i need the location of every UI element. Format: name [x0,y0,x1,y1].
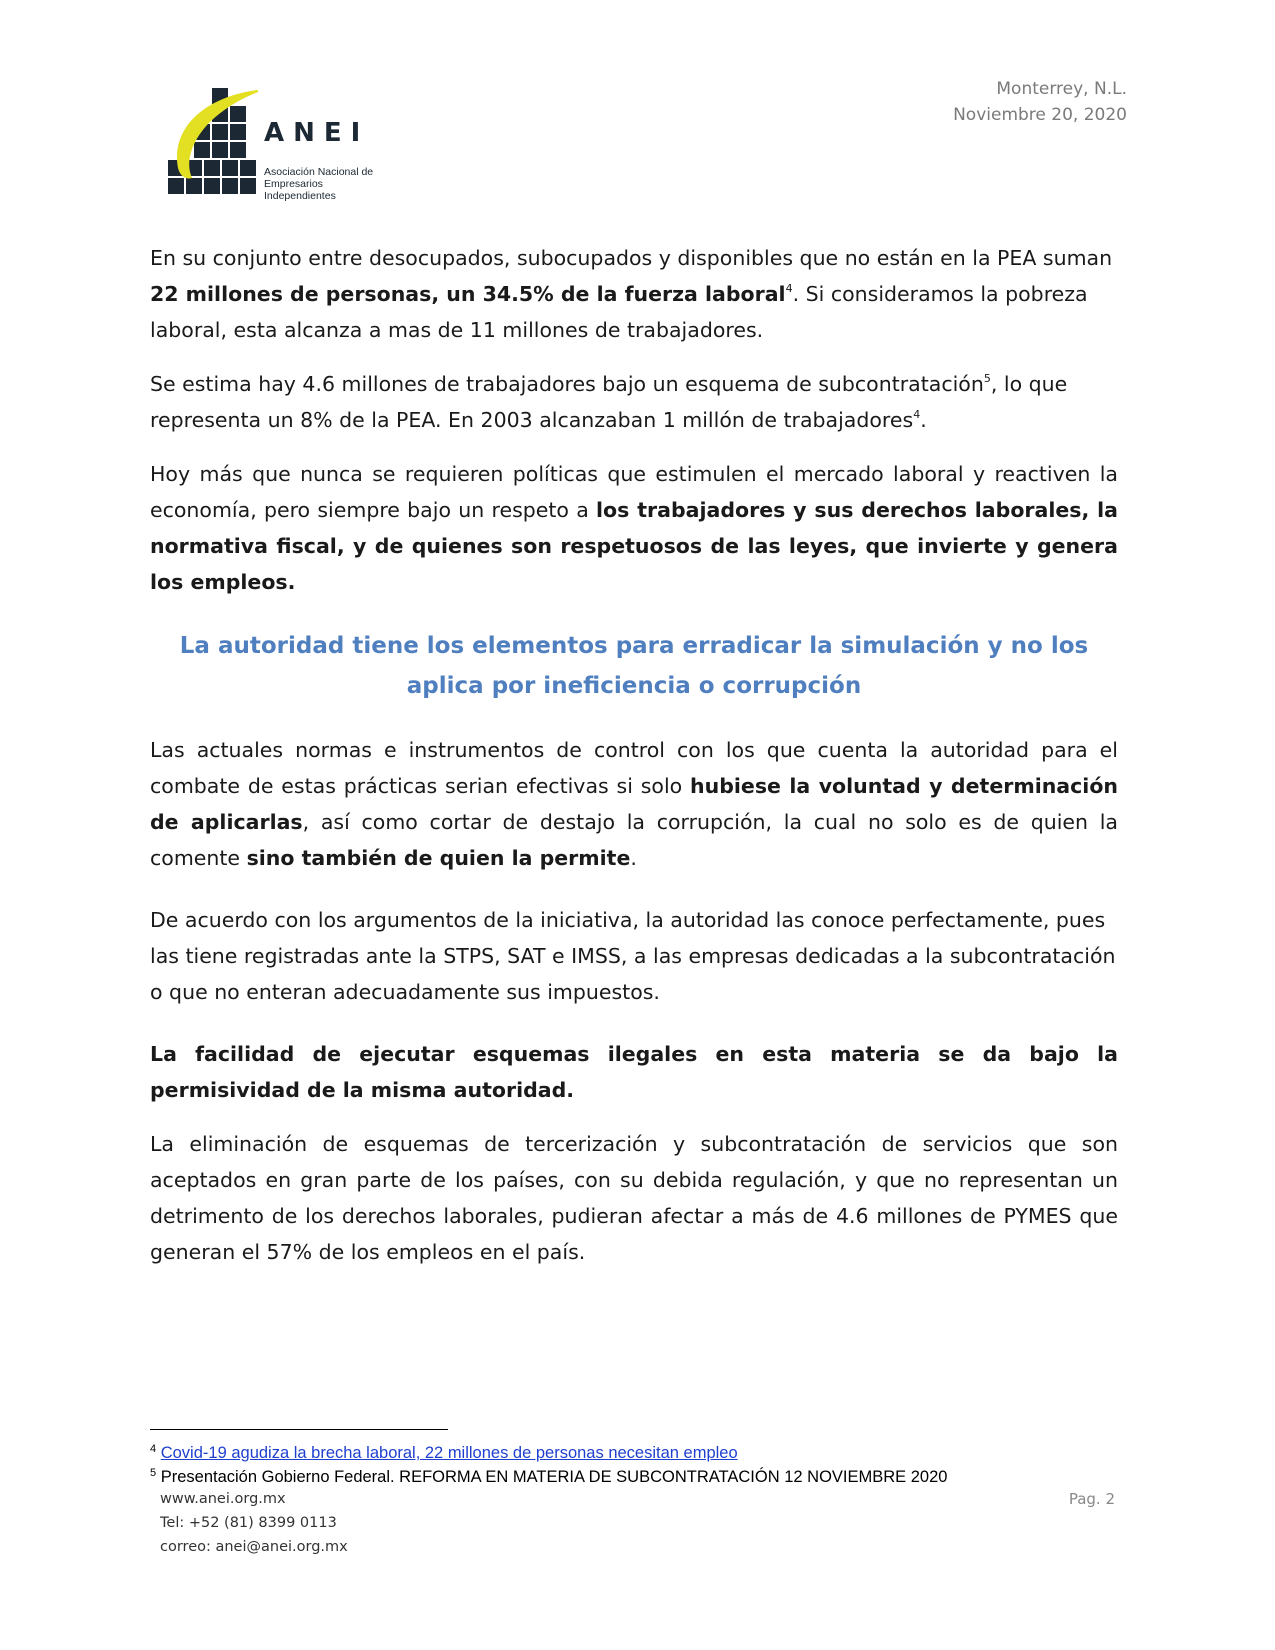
paragraph-4-text-c: , así como cortar de destajo la corrupción, la cual no solo es de quien la comente [150,810,1118,870]
footnote-5-text: Presentación Gobierno Federal. REFORMA EN MATERIA DE SUBCONTRATACIÓN 12 NOVIEMBRE 2020 [160,1468,948,1486]
paragraph-1 [150,240,1118,348]
page-number: Pag. 2 [1068,1490,1115,1508]
paragraph-4-bold-2: sino también de quien la permite [246,846,631,870]
footnote-ref-5: 5 [983,372,991,385]
header-date: Noviembre 20, 2020 [953,105,1127,125]
section-subheading: La autoridad tiene los elementos para erradicar la simulación y no los aplica por ineficiencia o corrupción [179,633,1089,699]
footnote-ref-4: 4 [785,282,793,295]
paragraph-1-bold: 22 millones de personas, un 34.5% de la fuerza laboral [150,282,786,306]
paragraph-7: La eliminación de esquemas de tercerización y subcontratación de servicios que son aceptados en gran parte de los países, con su debida regulación, y que no representan un detrimento de los derechos laborales, pudieran afectar a más de 4.6 millones de PYMES que generan el 57% de los empleos en el país. [150,1132,1118,1264]
footnote-4-link[interactable]: Covid-19 agudiza la brecha laboral, 22 millones de personas necesitan empleo [160,1444,738,1462]
paragraph-3-bold: los trabajadores y sus derechos laborales, la normativa fiscal, y de quienes son respetuosos de las leyes, que invierte y genera los empleos. [150,498,1118,594]
footer-website: www.anei.org.mx [160,1491,286,1507]
paragraph-3-text-a: Hoy más que nunca se requieren políticas que estimulen el mercado laboral y reactiven la economía, pero siempre bajo un respeto a [150,462,1118,522]
anei-logo-mark [168,86,258,198]
paragraph-2-text-b: , lo que representa un 8% de la PEA. En 2003 alcanzaban 1 millón de trabajadores [150,372,1068,432]
paragraph-5: De acuerdo con los argumentos de la iniciativa, la autoridad las conoce perfectamente, pues las tiene registradas ante la STPS, SAT e IMSS, a las empresas dedicadas a la subcontratación o que no enteran adecuadamente sus impuestos. [150,908,1116,1004]
footer-phone: Tel: +52 (81) 8399 0113 [160,1515,337,1531]
paragraph-1-text-a: En su conjunto entre desocupados, subocupados y disponibles que no están en la PEA suman [150,246,1113,270]
logo-subtitle-line-2: Empresarios Independientes [264,178,336,202]
paragraph-4-bold-1: hubiese la voluntad y determinación de aplicarlas [150,774,1118,834]
footnote-ref-4b: 4 [913,408,921,421]
header-location-date [953,76,1127,128]
footnote-separator [150,1429,448,1430]
paragraph-3 [150,456,1118,600]
paragraph-2 [150,366,1118,438]
paragraph-6-bold: La facilidad de ejecutar esquemas ilegales en esta materia se da bajo la permisividad de la misma autoridad. [150,1042,1118,1102]
anei-logo [168,86,383,202]
footnote-5-number: 5 [150,1467,157,1479]
logo-subtitle-line-1: Asociación Nacional de [264,166,374,178]
footnote-5 [150,1465,947,1489]
logo-subtitle [264,166,383,202]
footer-contact [160,1487,348,1559]
header-city: Monterrey, N.L. [996,79,1127,99]
paragraph-2-text-c: . [920,408,927,432]
paragraph-1-text-c: . Si consideramos la pobreza laboral, esta alcanza a mas de 11 millones de trabajadores. [150,282,1088,342]
paragraph-4-text-e: . [630,846,637,870]
paragraph-4 [150,732,1118,876]
footnote-4-number: 4 [150,1443,157,1455]
document-body [150,240,1118,1270]
logo-text: ANEI [264,118,370,148]
footnote-4 [150,1441,947,1465]
footer-email: correo: anei@anei.org.mx [160,1539,348,1555]
paragraph-2-text-a: Se estima hay 4.6 millones de trabajadores bajo un esquema de subcontratación [150,372,984,396]
paragraph-4-text-a: Las actuales normas e instrumentos de control con los que cuenta la autoridad para el combate de estas prácticas serian efectivas si solo [150,738,1118,798]
footnotes [150,1441,947,1489]
